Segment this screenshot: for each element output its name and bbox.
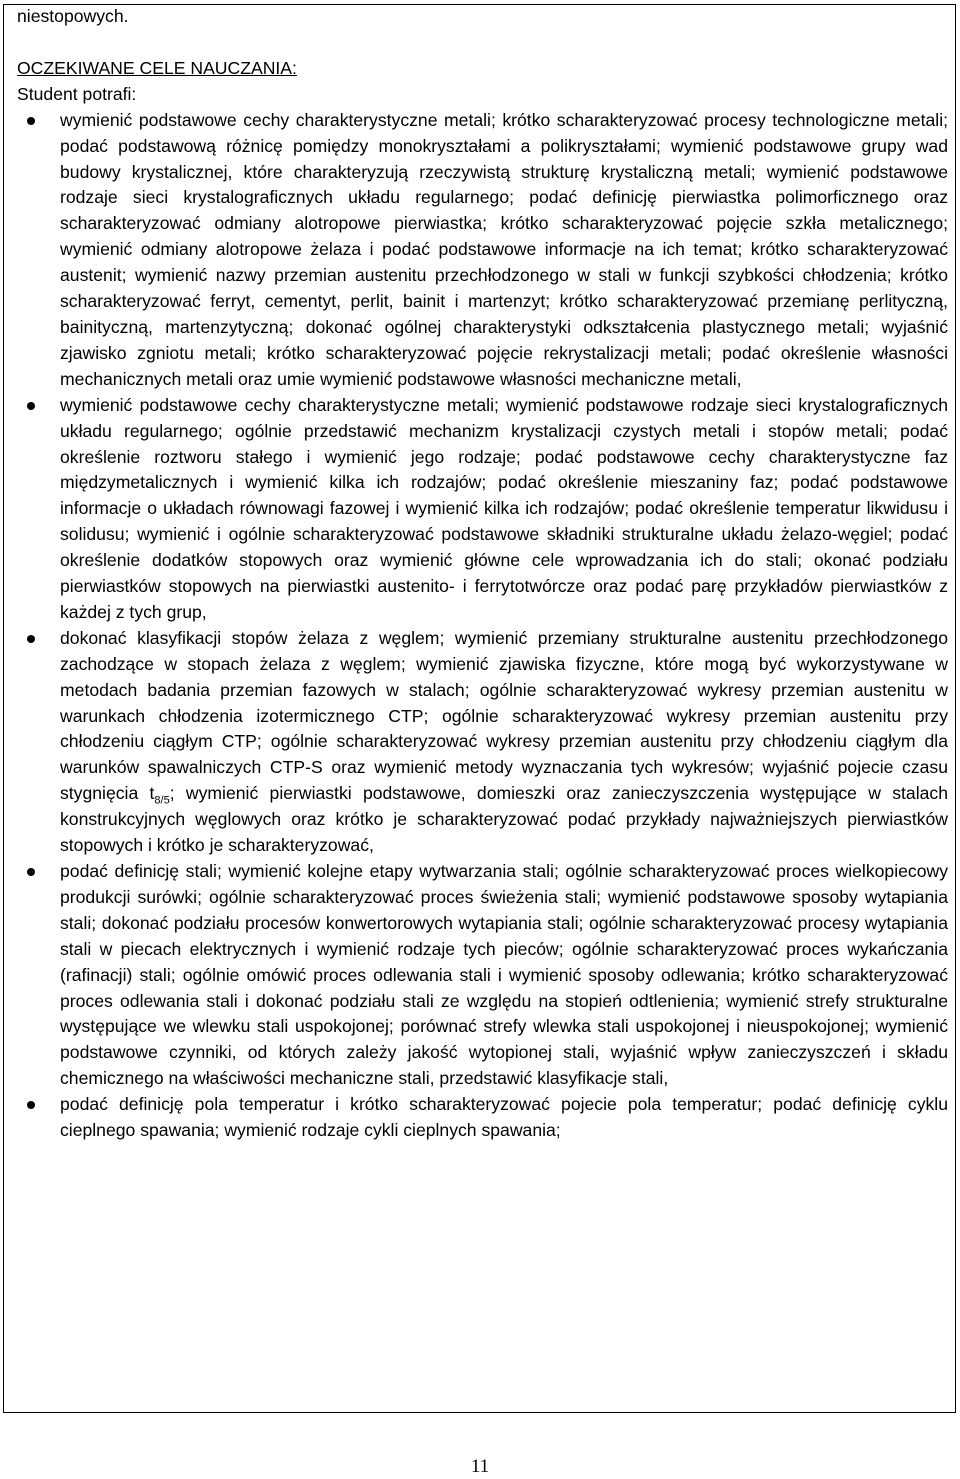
document-body <box>17 4 948 1144</box>
list-item: dokonać klasyfikacji stopów żelaza z węglem; wymienić przemiany strukturalne austenitu przechłodzonego zachodzące w stopach żelaza z węglem; wymienić zjawiska fizyczne, które mogą być wykorzystywane w metodach badania przemian fazowych w stalach; ogólnie scharakteryzować wykresy przemian austenitu w warunkach chłodzenia izotermicznego CTP; ogólnie scharakteryzować wykresy przemian austenitu przy chłodzeniu ciągłym CTP; ogólnie scharakteryzować wykresy przemian austenitu przy chłodzeniu ciągłym dla warunków spawalniczych CTP-S oraz wymienić metody wyznaczania tych wykresów; wyjaśnić pojecie czasu stygnięcia $t_{8/5}$; wymienić pierwiastki podstawowe, domieszki oraz zanieczyszczenia występujące w stalach konstrukcyjnych węglowych oraz krótko je scharakteryzować podać przykłady najważniejszych pierwiastków stopowych i krótko je scharakteryzować, <box>17 626 948 859</box>
carryover-text: niestopowych. <box>17 6 129 26</box>
bullet-icon <box>27 117 35 125</box>
intro-text: Student potrafi: <box>17 83 137 104</box>
list-item: podać definicję pola temperatur i krótko scharakteryzować pojecie pola temperatur; podać definicję cyklu cieplnego spawania; wymienić rodzaje cykli cieplnych spawania; <box>17 1092 948 1144</box>
section-heading: OCZEKIWANE CELE NAUCZANIA: <box>17 57 297 78</box>
list-item: podać definicję stali; wymienić kolejne etapy wytwarzania stali; ogólnie scharakteryzować proces wielkopiecowy produkcji surówki; ogólnie scharakteryzować proces świeżenia stali; wymienić podstawowe sposoby wytapiania stali; dokonać podziału procesów konwertorowych wytapiania stali; ogólnie scharakteryzować procesy wytapiania stali w piecach elektrycznych i wymienić rodzaje tych pieców; ogólnie scharakteryzować proces wykańczania (rafinacji) stali; ogólnie omówić proces odlewania stali i wymienić sposoby odlewania; krótko scharakteryzować proces odlewania stali i dokonać podziału stali ze względu na stopień odtlenienia; wymienić strefy strukturalne występujące we wlewku stali uspokojonej; porównać strefy wlewka stali uspokojonej i nieuspokojonej; wymienić podstawowe czynniki, od których zależy jakość wytopionej stali, wyjaśnić wpływ zanieczyszczeń i składu chemicznego na właściwości mechaniczne stali, przedstawić klasyfikacje stali, <box>17 859 948 1092</box>
objectives-list <box>17 108 948 1144</box>
list-item: wymienić podstawowe cechy charakterystyczne metali; krótko scharakteryzować procesy technologiczne metali; podać podstawową różnicę pomiędzy monokryształami a polikryształami; wymienić podstawowe grupy wad budowy krystalicznej, które charakteryzują rzeczywistą strukturę krystaliczną metali; wymienić podstawowe rodzaje sieci krystalograficznych układu regularnego; podać definicję pierwiastka polimorficznego oraz scharakteryzować odmiany alotropowe pierwiastka; krótko scharakteryzować pojęcie szkła metalicznego; wymienić odmiany alotropowe żelaza i podać podstawowe informacje na ich temat; krótko scharakteryzować austenit; wymienić nazwy przemian austenitu przechłodzonego w stali w funkcji szybkości chłodzenia; krótko scharakteryzować ferryt, cementyt, perlit, bainit i martenzyt; krótko scharakteryzować przemianę perlityczną, bainityczną, martenzytyczną; dokonać ogólnej charakterystyki odkształcenia plastycznego metali; wyjaśnić zjawisko zgniotu metali; krótko scharakteryzować pojęcie rekrystalizacji metali; podać określenie własności mechanicznych metali oraz umie wymienić podstawowe własności mechaniczne metali, <box>17 108 948 393</box>
bullet-icon <box>27 1101 35 1109</box>
bullet-icon <box>27 635 35 643</box>
bullet-icon <box>27 402 35 410</box>
list-item: wymienić podstawowe cechy charakterystyczne metali; wymienić podstawowe rodzaje sieci krystalograficznych układu regularnego; ogólnie przedstawić mechanizm krystalizacji czystych metali i stopów metali; podać określenie roztworu stałego i wymienić jego rodzaje; podać podstawowe cechy charakterystyczne faz międzymetalicznych i wymienić kilka ich rodzajów; podać określenie mieszaniny faz; podać podstawowe informacje o układach równowagi fazowej i wymienić kilka ich rodzajów; podać określenie temperatur likwidusu i solidusu; wymienić i ogólnie scharakteryzować podstawowe składniki strukturalne układu żelazo-węgiel; podać określenie dodatków stopowych oraz wymienić główne cele wprowadzania ich do stali; okonać podziału pierwiastków stopowych na pierwiastki austenito- i ferrytotwórcze oraz podać parę przykładów pierwiastków z każdej z tych grup, <box>17 393 948 626</box>
subscript-8-5: 8/5 <box>154 794 170 807</box>
bullet-icon <box>27 868 35 876</box>
page-number: 11 <box>470 1456 490 1477</box>
